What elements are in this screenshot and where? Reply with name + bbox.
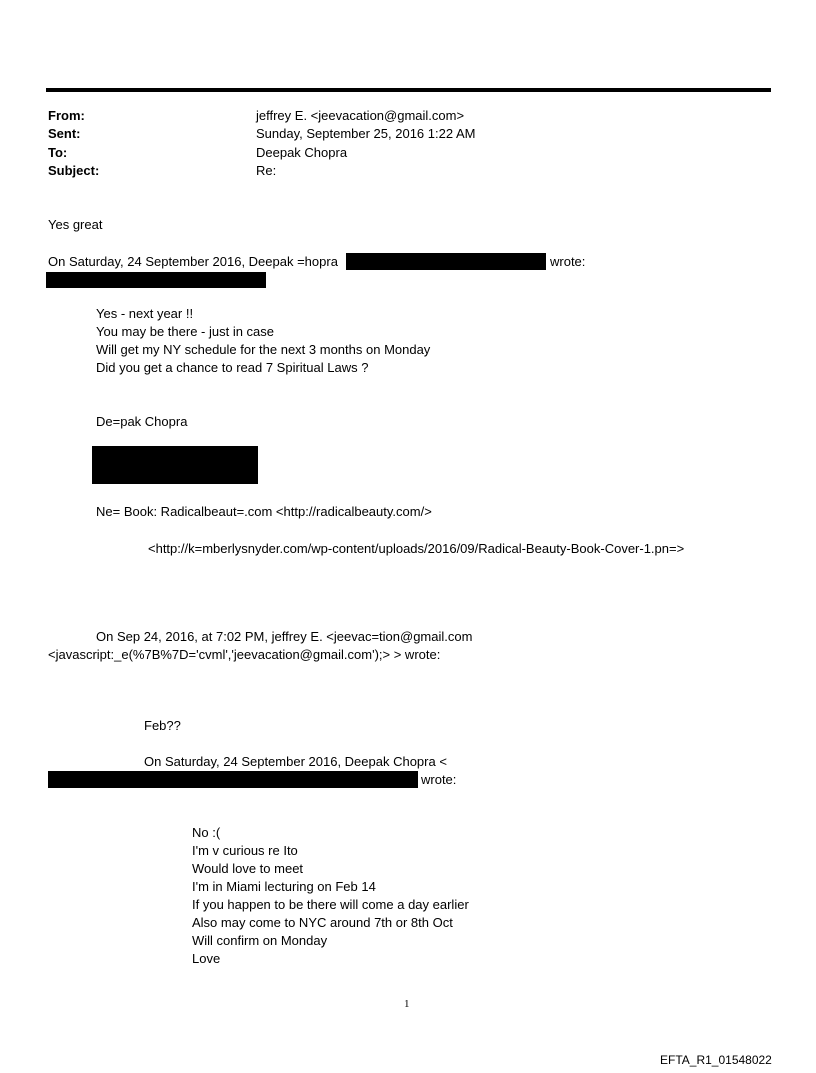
quote1-line: Will get my NY schedule for the next 3 months on Monday [96,342,431,357]
reply-text: Yes great [48,217,103,232]
quote1-line: Yes - next year !! [96,306,194,321]
quote3-line: I'm v curious re Ito [192,843,298,858]
redaction-box [46,272,266,288]
book-line: Ne= Book: Radicalbeaut=.com <http://radicalbeauty.com/> [96,504,432,519]
quote1-line: You may be there - just in case [96,324,275,339]
quote3-line: Love [192,951,221,966]
redaction-box [346,253,546,270]
redaction-box [48,771,418,788]
sent-label: Sent: [48,126,81,141]
quote3-line: If you happen to be there will come a day earlier [192,897,469,912]
to-label: To: [48,145,68,160]
page-number: 1 [404,998,410,1010]
quote1-intro: On Saturday, 24 September 2016, Deepak =hopra [48,254,338,269]
quote3-intro-line1: On Saturday, 24 September 2016, Deepak Chopra < [144,754,447,769]
feb-text: Feb?? [144,718,181,733]
quote3-intro-end: wrote: [421,772,457,787]
subject-value: Re: [256,163,277,178]
quote3-line: Will confirm on Monday [192,933,328,948]
signature-name: De=pak Chopra [96,414,188,429]
sent-value: Sunday, September 25, 2016 1:22 AM [256,126,476,141]
quote2-intro-line1: On Sep 24, 2016, at 7:02 PM, jeffrey E. <jeevac=tion@gmail.com [96,629,473,644]
subject-label: Subject: [48,163,100,178]
to-value: Deepak Chopra [256,145,348,160]
quote3-line: I'm in Miami lecturing on Feb 14 [192,879,376,894]
redaction-box [92,446,258,484]
image-link: <http://k=mberlysnyder.com/wp-content/uploads/2016/09/Radical-Beauty-Book-Cover-1.pn=> [148,541,685,556]
quote1-line: Did you get a chance to read 7 Spiritual Laws ? [96,360,369,375]
header-rule [46,88,771,92]
quote1-intro-end: wrote: [550,254,586,269]
quote2-intro-line2: <javascript:_e(%7B%7D='cvml','jeevacation@gmail.com');> > wrote: [48,647,441,662]
quote3-line: No :( [192,825,221,840]
quote3-line: Also may come to NYC around 7th or 8th Oct [192,915,453,930]
from-value: jeffrey E. <jeevacation@gmail.com> [256,108,465,123]
quote3-line: Would love to meet [192,861,304,876]
bates-number: EFTA_R1_01548022 [660,1053,772,1067]
from-label: From: [48,108,85,123]
